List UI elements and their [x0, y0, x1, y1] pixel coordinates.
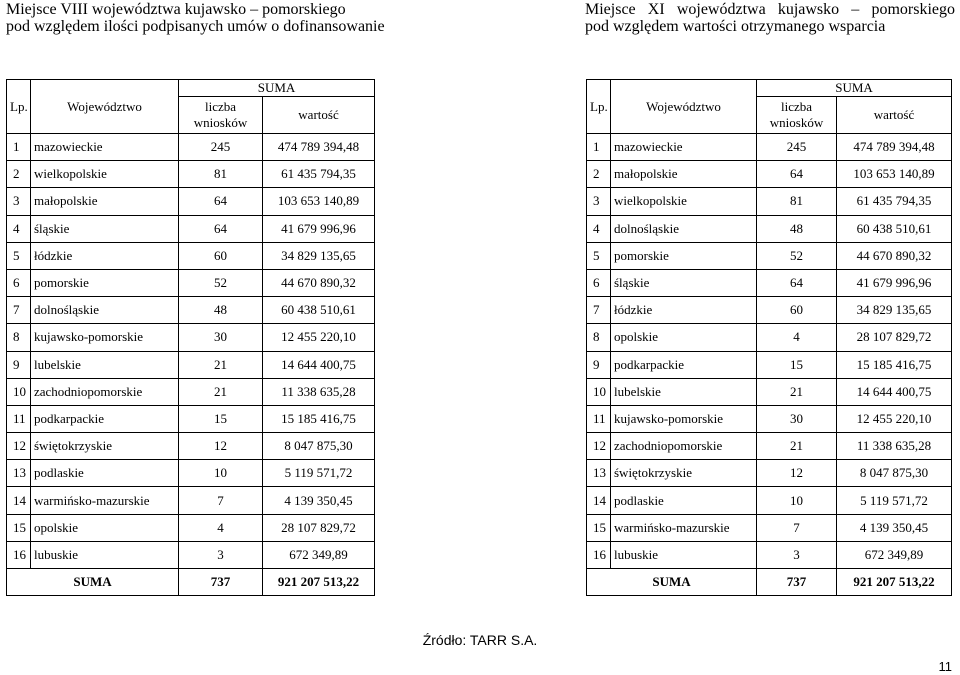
rank-cell: 12 — [587, 433, 611, 460]
value-cell: 44 670 890,32 — [837, 242, 952, 269]
table-row — [587, 487, 952, 514]
count-header: liczba wniosków — [757, 97, 837, 134]
table-row — [587, 134, 952, 161]
count-cell: 64 — [179, 215, 263, 242]
count-cell: 21 — [757, 433, 837, 460]
value-cell: 12 455 220,10 — [263, 324, 375, 351]
count-cell: 52 — [757, 242, 837, 269]
total-value: 921 207 513,22 — [263, 569, 375, 596]
value-cell: 5 119 571,72 — [263, 460, 375, 487]
table-row — [7, 188, 375, 215]
count-cell: 3 — [757, 541, 837, 568]
total-value: 921 207 513,22 — [837, 569, 952, 596]
voivodeship-cell: kujawsko-pomorskie — [611, 405, 757, 432]
rank-cell: 15 — [7, 514, 31, 541]
value-cell: 61 435 794,35 — [263, 161, 375, 188]
table-row — [587, 378, 952, 405]
lp-header: Lp. — [7, 80, 31, 134]
right-ranking-table — [586, 79, 952, 596]
value-cell: 474 789 394,48 — [837, 134, 952, 161]
value-cell: 4 139 350,45 — [837, 514, 952, 541]
value-cell: 60 438 510,61 — [263, 297, 375, 324]
rank-cell: 7 — [587, 297, 611, 324]
voivodeship-cell: mazowieckie — [611, 134, 757, 161]
count-cell: 21 — [179, 378, 263, 405]
rank-cell: 3 — [7, 188, 31, 215]
count-cell: 4 — [179, 514, 263, 541]
count-cell: 64 — [757, 269, 837, 296]
rank-cell: 11 — [587, 405, 611, 432]
right-heading-line1: Miejsce XI województwa kujawsko – pomorskiego — [585, 1, 955, 18]
voivodeship-cell: świętokrzyskie — [31, 433, 179, 460]
rank-cell: 2 — [7, 161, 31, 188]
table-row — [587, 405, 952, 432]
table-row — [587, 460, 952, 487]
rank-cell: 10 — [587, 378, 611, 405]
rank-cell: 9 — [587, 351, 611, 378]
table-row — [587, 297, 952, 324]
voivodeship-cell: śląskie — [31, 215, 179, 242]
rank-cell: 1 — [7, 134, 31, 161]
table-row — [7, 161, 375, 188]
table-row — [7, 541, 375, 568]
count-cell: 52 — [179, 269, 263, 296]
value-cell: 41 679 996,96 — [263, 215, 375, 242]
count-cell: 245 — [757, 134, 837, 161]
value-cell: 8 047 875,30 — [263, 433, 375, 460]
rank-cell: 16 — [587, 541, 611, 568]
value-header: wartość — [263, 97, 375, 134]
count-cell: 81 — [179, 161, 263, 188]
voivodeship-cell: lubelskie — [611, 378, 757, 405]
voivodeship-header: Województwo — [31, 80, 179, 134]
table-row — [7, 215, 375, 242]
count-cell: 21 — [179, 351, 263, 378]
right-heading-line2: pod względem wartości otrzymanego wsparcia — [585, 18, 886, 35]
voivodeship-cell: dolnośląskie — [611, 215, 757, 242]
table-row — [587, 161, 952, 188]
table-row — [7, 269, 375, 296]
value-cell: 41 679 996,96 — [837, 269, 952, 296]
count-cell: 10 — [179, 460, 263, 487]
rank-cell: 8 — [7, 324, 31, 351]
voivodeship-cell: lubuskie — [31, 541, 179, 568]
count-cell: 7 — [757, 514, 837, 541]
count-cell: 30 — [179, 324, 263, 351]
table-row — [7, 378, 375, 405]
count-cell: 3 — [179, 541, 263, 568]
rank-cell: 9 — [7, 351, 31, 378]
count-cell: 7 — [179, 487, 263, 514]
voivodeship-cell: podlaskie — [31, 460, 179, 487]
source-note: Źródło: TARR S.A. — [422, 632, 538, 648]
count-cell: 15 — [757, 351, 837, 378]
table-row — [7, 324, 375, 351]
voivodeship-cell: opolskie — [611, 324, 757, 351]
rank-cell: 8 — [587, 324, 611, 351]
count-cell: 4 — [757, 324, 837, 351]
lp-header: Lp. — [587, 80, 611, 134]
rank-cell: 16 — [7, 541, 31, 568]
value-cell: 28 107 829,72 — [263, 514, 375, 541]
rank-cell: 2 — [587, 161, 611, 188]
total-label: SUMA — [7, 569, 179, 596]
count-cell: 48 — [757, 215, 837, 242]
value-cell: 12 455 220,10 — [837, 405, 952, 432]
voivodeship-cell: lubelskie — [31, 351, 179, 378]
count-cell: 60 — [757, 297, 837, 324]
sum-header: SUMA — [179, 80, 375, 97]
rank-cell: 7 — [7, 297, 31, 324]
value-cell: 5 119 571,72 — [837, 487, 952, 514]
table-row — [7, 242, 375, 269]
table-row — [7, 405, 375, 432]
value-cell: 11 338 635,28 — [837, 433, 952, 460]
total-row — [587, 569, 952, 596]
voivodeship-header: Województwo — [611, 80, 757, 134]
voivodeship-cell: śląskie — [611, 269, 757, 296]
table-row — [7, 433, 375, 460]
voivodeship-cell: świętokrzyskie — [611, 460, 757, 487]
voivodeship-cell: łódzkie — [31, 242, 179, 269]
rank-cell: 6 — [587, 269, 611, 296]
value-header: wartość — [837, 97, 952, 134]
left-heading-line1: Miejsce VIII województwa kujawsko – pomorskiego — [6, 1, 346, 18]
voivodeship-cell: wielkopolskie — [611, 188, 757, 215]
value-cell: 103 653 140,89 — [837, 161, 952, 188]
table-row — [7, 514, 375, 541]
value-cell: 672 349,89 — [263, 541, 375, 568]
total-count: 737 — [757, 569, 837, 596]
voivodeship-cell: zachodniopomorskie — [31, 378, 179, 405]
total-label: SUMA — [587, 569, 757, 596]
voivodeship-cell: lubuskie — [611, 541, 757, 568]
rank-cell: 12 — [7, 433, 31, 460]
value-cell: 4 139 350,45 — [263, 487, 375, 514]
rank-cell: 13 — [7, 460, 31, 487]
count-cell: 48 — [179, 297, 263, 324]
table-row — [587, 541, 952, 568]
table-row — [587, 351, 952, 378]
page-number: 11 — [938, 659, 952, 674]
table-row — [587, 188, 952, 215]
voivodeship-cell: podkarpackie — [31, 405, 179, 432]
value-cell: 672 349,89 — [837, 541, 952, 568]
count-cell: 64 — [757, 161, 837, 188]
sum-header: SUMA — [757, 80, 952, 97]
value-cell: 44 670 890,32 — [263, 269, 375, 296]
voivodeship-cell: wielkopolskie — [31, 161, 179, 188]
value-cell: 14 644 400,75 — [263, 351, 375, 378]
voivodeship-cell: warmińsko-mazurskie — [31, 487, 179, 514]
value-cell: 8 047 875,30 — [837, 460, 952, 487]
rank-cell: 4 — [7, 215, 31, 242]
rank-cell: 4 — [587, 215, 611, 242]
rank-cell: 3 — [587, 188, 611, 215]
table-row — [7, 487, 375, 514]
voivodeship-cell: podlaskie — [611, 487, 757, 514]
voivodeship-cell: opolskie — [31, 514, 179, 541]
value-cell: 34 829 135,65 — [837, 297, 952, 324]
voivodeship-cell: małopolskie — [611, 161, 757, 188]
count-cell: 15 — [179, 405, 263, 432]
left-heading — [6, 1, 426, 35]
rank-cell: 13 — [587, 460, 611, 487]
count-cell: 12 — [757, 460, 837, 487]
value-cell: 11 338 635,28 — [263, 378, 375, 405]
voivodeship-cell: mazowieckie — [31, 134, 179, 161]
table-row — [587, 324, 952, 351]
count-header: liczba wniosków — [179, 97, 263, 134]
rank-cell: 10 — [7, 378, 31, 405]
total-count: 737 — [179, 569, 263, 596]
table-row — [587, 269, 952, 296]
value-cell: 60 438 510,61 — [837, 215, 952, 242]
count-cell: 64 — [179, 188, 263, 215]
voivodeship-cell: łódzkie — [611, 297, 757, 324]
value-cell: 34 829 135,65 — [263, 242, 375, 269]
count-cell: 12 — [179, 433, 263, 460]
rank-cell: 14 — [7, 487, 31, 514]
count-cell: 60 — [179, 242, 263, 269]
rank-cell: 11 — [7, 405, 31, 432]
count-cell: 10 — [757, 487, 837, 514]
value-cell: 61 435 794,35 — [837, 188, 952, 215]
voivodeship-cell: zachodniopomorskie — [611, 433, 757, 460]
count-cell: 245 — [179, 134, 263, 161]
value-cell: 14 644 400,75 — [837, 378, 952, 405]
voivodeship-cell: małopolskie — [31, 188, 179, 215]
right-heading — [585, 1, 955, 35]
value-cell: 28 107 829,72 — [837, 324, 952, 351]
left-heading-line2: pod względem ilości podpisanych umów o dofinansowanie — [6, 18, 385, 35]
rank-cell: 6 — [7, 269, 31, 296]
table-row — [7, 460, 375, 487]
voivodeship-cell: warmińsko-mazurskie — [611, 514, 757, 541]
table-row — [7, 134, 375, 161]
count-cell: 21 — [757, 378, 837, 405]
rank-cell: 15 — [587, 514, 611, 541]
table-row — [7, 297, 375, 324]
rank-cell: 1 — [587, 134, 611, 161]
table-row — [587, 433, 952, 460]
table-row — [587, 242, 952, 269]
voivodeship-cell: pomorskie — [611, 242, 757, 269]
value-cell: 103 653 140,89 — [263, 188, 375, 215]
rank-cell: 14 — [587, 487, 611, 514]
count-cell: 30 — [757, 405, 837, 432]
total-row — [7, 569, 375, 596]
table-row — [587, 514, 952, 541]
voivodeship-cell: kujawsko-pomorskie — [31, 324, 179, 351]
table-row — [7, 351, 375, 378]
left-ranking-table — [6, 79, 375, 596]
rank-cell: 5 — [587, 242, 611, 269]
table-row — [587, 215, 952, 242]
value-cell: 15 185 416,75 — [837, 351, 952, 378]
value-cell: 474 789 394,48 — [263, 134, 375, 161]
rank-cell: 5 — [7, 242, 31, 269]
value-cell: 15 185 416,75 — [263, 405, 375, 432]
voivodeship-cell: dolnośląskie — [31, 297, 179, 324]
voivodeship-cell: pomorskie — [31, 269, 179, 296]
voivodeship-cell: podkarpackie — [611, 351, 757, 378]
count-cell: 81 — [757, 188, 837, 215]
